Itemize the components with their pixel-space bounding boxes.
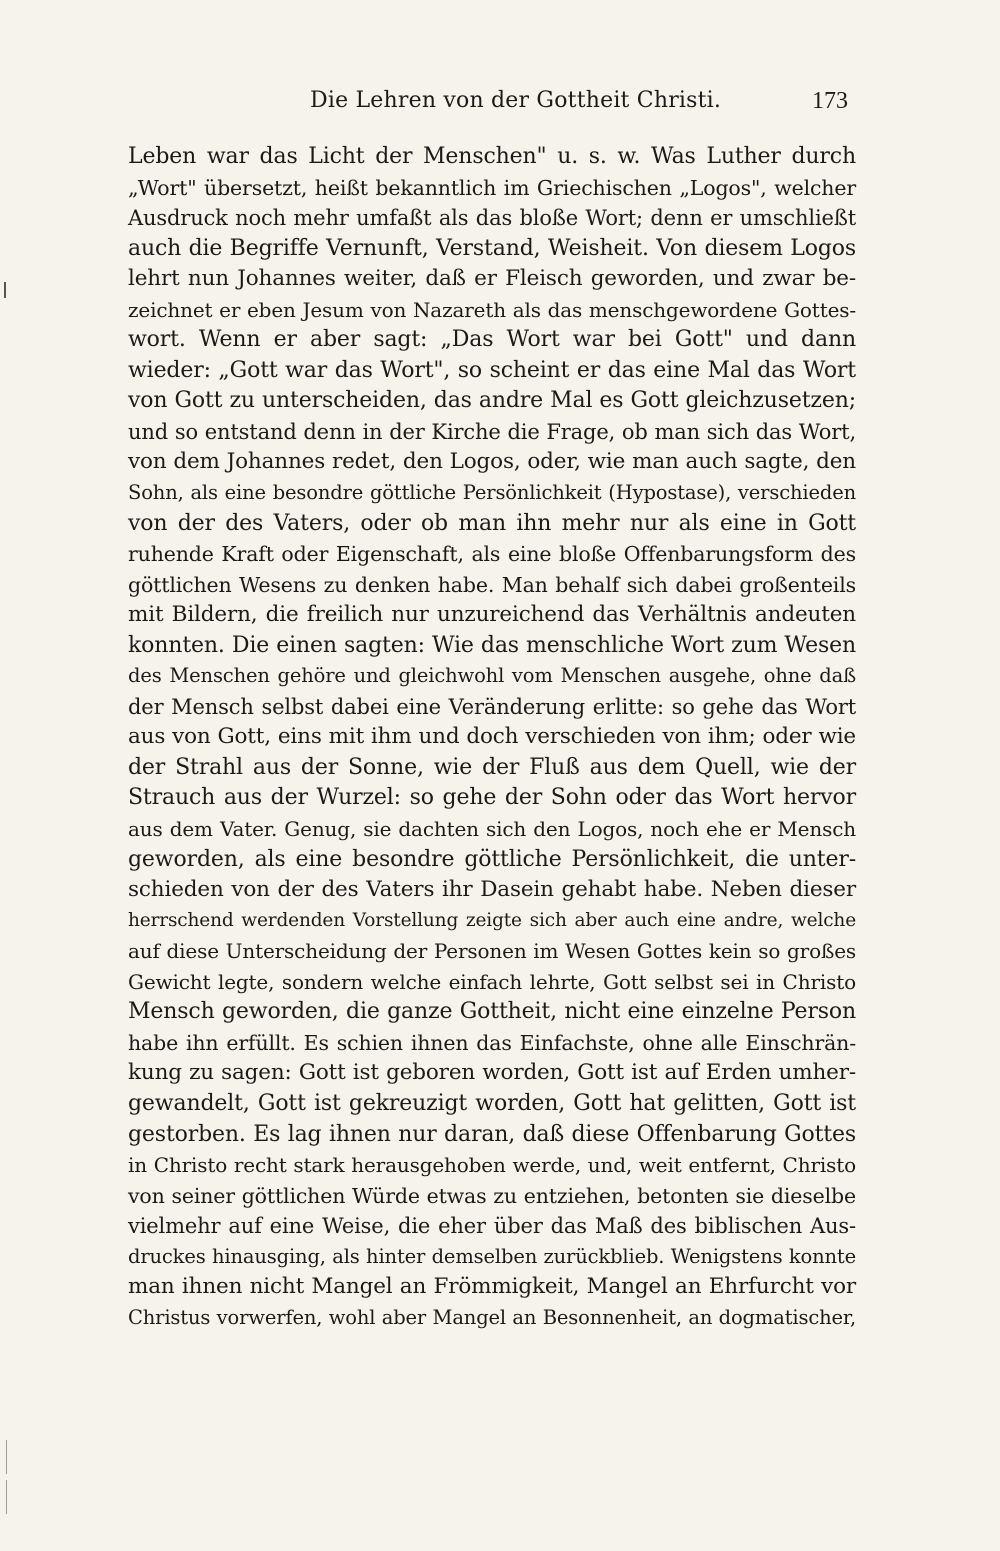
text-line: Leben war das Licht der Menschen" u. s. w. Was Luther durch: [128, 144, 856, 169]
text-line: vielmehr auf eine Weise, die eher über das Maß des biblischen Aus-: [128, 1214, 856, 1239]
text-line: Strauch aus der Wurzel: so gehe der Sohn oder das Wort hervor: [128, 785, 856, 811]
text-line: lehrt nun Johannes weiter, daß er Fleisch geworden, und zwar be-: [128, 266, 856, 292]
text-line: gestorben. Es lag ihnen nur daran, daß diese Offenbarung Gottes: [128, 1121, 856, 1147]
text-line: geworden, als eine besondre göttliche Persönlichkeit, die unter-: [128, 846, 856, 872]
text-line: Christus vorwerfen, wohl aber Mangel an Besonnenheit, an dogmatischer,: [128, 1305, 856, 1329]
text-line: des Menschen gehöre und gleichwohl vom Menschen ausgehe, ohne daß: [128, 664, 856, 688]
text-line: auf diese Unterscheidung der Personen im Wesen Gottes kein so großes: [128, 939, 856, 964]
text-line: wieder: „Gott war das Wort", so scheint er das eine Mal das Wort: [128, 357, 856, 383]
text-line: von seiner göttlichen Würde etwas zu entziehen, betonten sie dieselbe: [128, 1183, 856, 1208]
running-title: Die Lehren von der Gottheit Christi.: [310, 88, 722, 113]
text-line: ruhende Kraft oder Eigenschaft, als eine bloße Offenbarungsform des: [128, 542, 856, 567]
text-line: Ausdruck noch mehr umfaßt als das bloße Wort; denn er umschließt: [128, 206, 856, 231]
text-line: Sohn, als eine besondre göttliche Persönlichkeit (Hypostase), verschieden: [128, 481, 856, 505]
text-line: man ihnen nicht Mangel an Frömmigkeit, Mangel an Ehrfurcht vor: [128, 1274, 856, 1300]
text-line: zeichnet er eben Jesum von Nazareth als das menschgewordene Gottes-: [128, 297, 856, 322]
text-line: herrschend werdenden Vorstellung zeigte sich aber auch eine andre, welche: [128, 909, 856, 931]
text-line: von der des Vaters, oder ob man ihn mehr nur als eine in Gott: [128, 510, 856, 536]
text-line: in Christo recht stark herausgehoben werde, und, weit entfernt, Christo: [128, 1153, 856, 1178]
margin-mark: [6, 1480, 7, 1514]
text-line: schieden von der des Vaters ihr Dasein gehabt habe. Neben dieser: [128, 877, 856, 903]
text-line: kung zu sagen: Gott ist geboren worden, Gott ist auf Erden umher-: [128, 1060, 856, 1086]
margin-mark: [4, 282, 6, 298]
text-line: habe ihn erfüllt. Es schien ihnen das Einfachste, ohne alle Einschrän-: [128, 1030, 856, 1055]
text-line: auch die Begriffe Vernunft, Verstand, Weisheit. Von diesem Logos: [128, 235, 856, 261]
text-line: der Mensch selbst dabei eine Veränderung erlitte: so gehe das Wort: [128, 694, 856, 719]
text-line: „Wort" übersetzt, heißt bekanntlich im Griechischen „Logos", welcher: [128, 175, 856, 200]
text-line: mit Bildern, die freilich nur unzureichend das Verhältnis andeuten: [128, 602, 856, 628]
text-line: und so entstand denn in der Kirche die Frage, ob man sich das Wort,: [128, 419, 856, 444]
text-line: Mensch geworden, die ganze Gottheit, nicht eine einzelne Person: [128, 999, 856, 1025]
text-line: von dem Johannes redet, den Logos, oder, wie man auch sagte, den: [128, 449, 856, 475]
text-line: aus von Gott, eins mit ihm und doch verschieden von ihm; oder wie: [128, 724, 856, 750]
running-header: [130, 84, 850, 118]
text-line: konnten. Die einen sagten: Wie das menschliche Wort zum Wesen: [128, 632, 856, 658]
text-line: druckes hinausging, als hinter demselben zurückblieb. Wenigstens konnte: [128, 1244, 856, 1268]
text-line: von Gott zu unterscheiden, das andre Mal es Gott gleichzusetzen;: [128, 388, 856, 414]
text-line: göttlichen Wesens zu denken habe. Man behalf sich dabei großenteils: [128, 572, 856, 597]
margin-mark: [6, 1440, 7, 1474]
text-line: aus dem Vater. Genug, sie dachten sich den Logos, noch ehe er Mensch: [128, 817, 856, 842]
text-line: gewandelt, Gott ist gekreuzigt worden, Gott hat gelitten, Gott ist: [128, 1090, 856, 1116]
text-line: Gewicht legte, sondern welche einfach lehrte, Gott selbst sei in Christo: [128, 969, 856, 994]
page-number: 173: [812, 88, 848, 114]
text-line: der Strahl aus der Sonne, wie der Fluß aus dem Quell, wie der: [128, 754, 856, 780]
body-text: [128, 142, 856, 1333]
text-line: wort. Wenn er aber sagt: „Das Wort war bei Gott" und dann: [128, 327, 856, 353]
